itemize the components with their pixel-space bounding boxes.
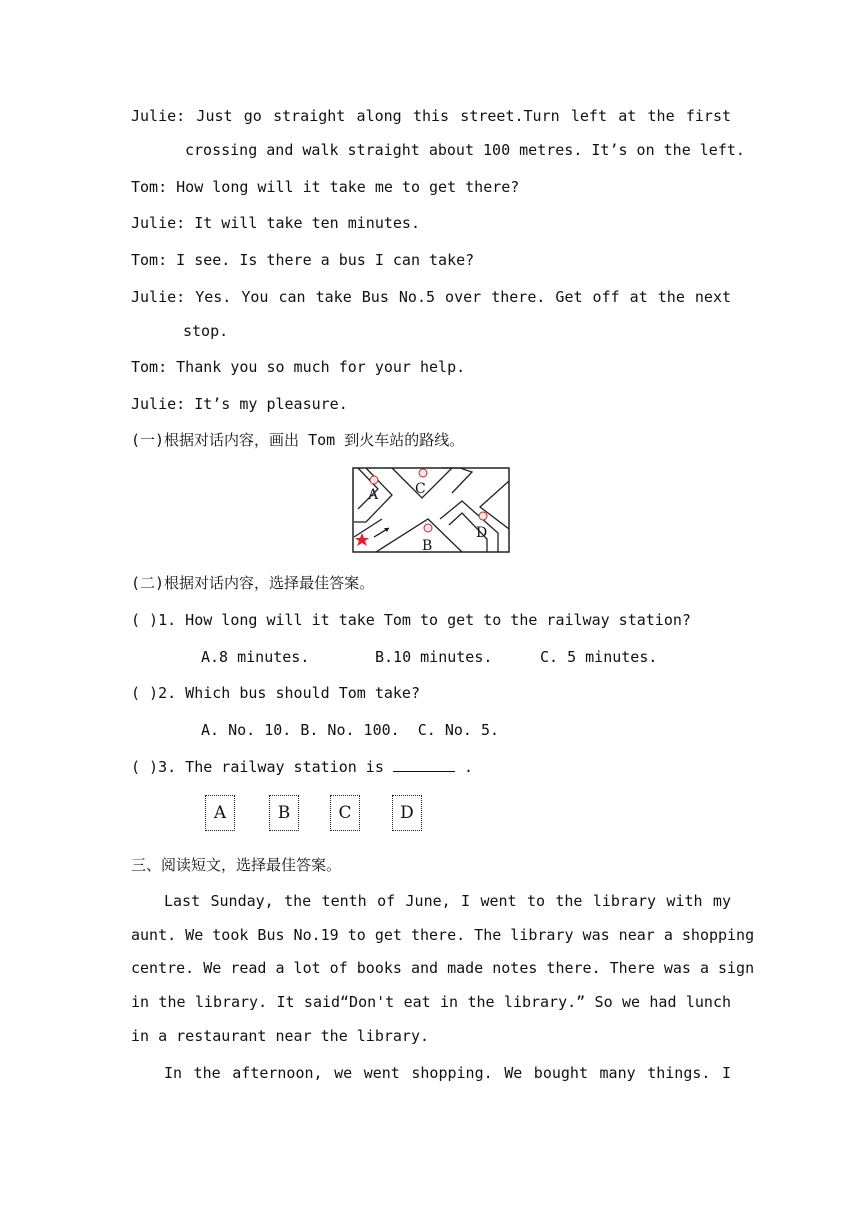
passage-line: In the afternoon, we went shopping. We bought many things. I	[164, 1064, 731, 1082]
map-label-a: A	[368, 487, 379, 503]
passage-line: in the library. It said“Don't eat in the library.” So we had lunch	[131, 993, 731, 1011]
passage-line: aunt. We took Bus No.19 to get there. The library was near a shopping	[131, 926, 755, 944]
dialogue-line: Julie: Just go straight along this street.Turn left at the first	[131, 107, 731, 125]
question-1: ( )1. How long will it take Tom to get to the railway station?	[131, 611, 691, 629]
question-2: ( )2. Which bus should Tom take?	[131, 684, 420, 702]
dialogue-line: Julie: It will take ten minutes.	[131, 214, 420, 232]
pin-icon	[370, 476, 378, 484]
part1-heading: (一)根据对话内容，画出 Tom 到火车站的路线。	[131, 431, 465, 449]
dialogue-line: Julie: It’s my pleasure.	[131, 395, 348, 413]
dialogue-line: Tom: I see. Is there a bus I can take?	[131, 251, 475, 269]
answer-blank[interactable]	[393, 757, 455, 772]
option-box-d[interactable]: D	[392, 795, 422, 831]
route-map	[352, 467, 510, 553]
part3-heading: 三、阅读短文，选择最佳答案。	[131, 856, 342, 874]
q1-option-b: B.10 minutes.	[375, 648, 493, 666]
q1-option-c: C. 5 minutes.	[540, 648, 658, 666]
dialogue-line: Tom: Thank you so much for your help.	[131, 358, 466, 376]
option-box-c[interactable]: C	[330, 795, 360, 831]
passage-line: in a restaurant near the library.	[131, 1027, 430, 1045]
map-label-b: B	[422, 538, 433, 553]
option-box-a[interactable]: A	[205, 795, 235, 831]
dialogue-line: stop.	[183, 322, 229, 340]
map-label-c: C	[415, 481, 426, 497]
dialogue-line: Julie: Yes. You can take Bus No.5 over there. Get off at the next	[131, 288, 731, 306]
dialogue-line: Tom: How long will it take me to get there?	[131, 178, 520, 196]
pin-icon	[479, 512, 487, 520]
q3-end: .	[463, 758, 473, 776]
part2-heading: (二)根据对话内容，选择最佳答案。	[131, 574, 375, 592]
q3-text: ( )3. The railway station is	[131, 758, 384, 776]
pin-icon	[419, 469, 427, 477]
option-box-b[interactable]: B	[269, 795, 299, 831]
map-label-d: D	[476, 525, 488, 541]
pin-icon	[424, 524, 432, 532]
question-3	[131, 757, 731, 777]
q1-option-a: A.8 minutes.	[201, 648, 310, 666]
passage-line: centre. We read a lot of books and made notes there. There was a sign	[131, 959, 755, 977]
q2-options: A. No. 10. B. No. 100. C. No. 5.	[201, 721, 500, 739]
passage-line: Last Sunday, the tenth of June, I went to the library with my	[164, 892, 731, 910]
dialogue-line: crossing and walk straight about 100 metres. It’s on the left.	[185, 141, 745, 159]
